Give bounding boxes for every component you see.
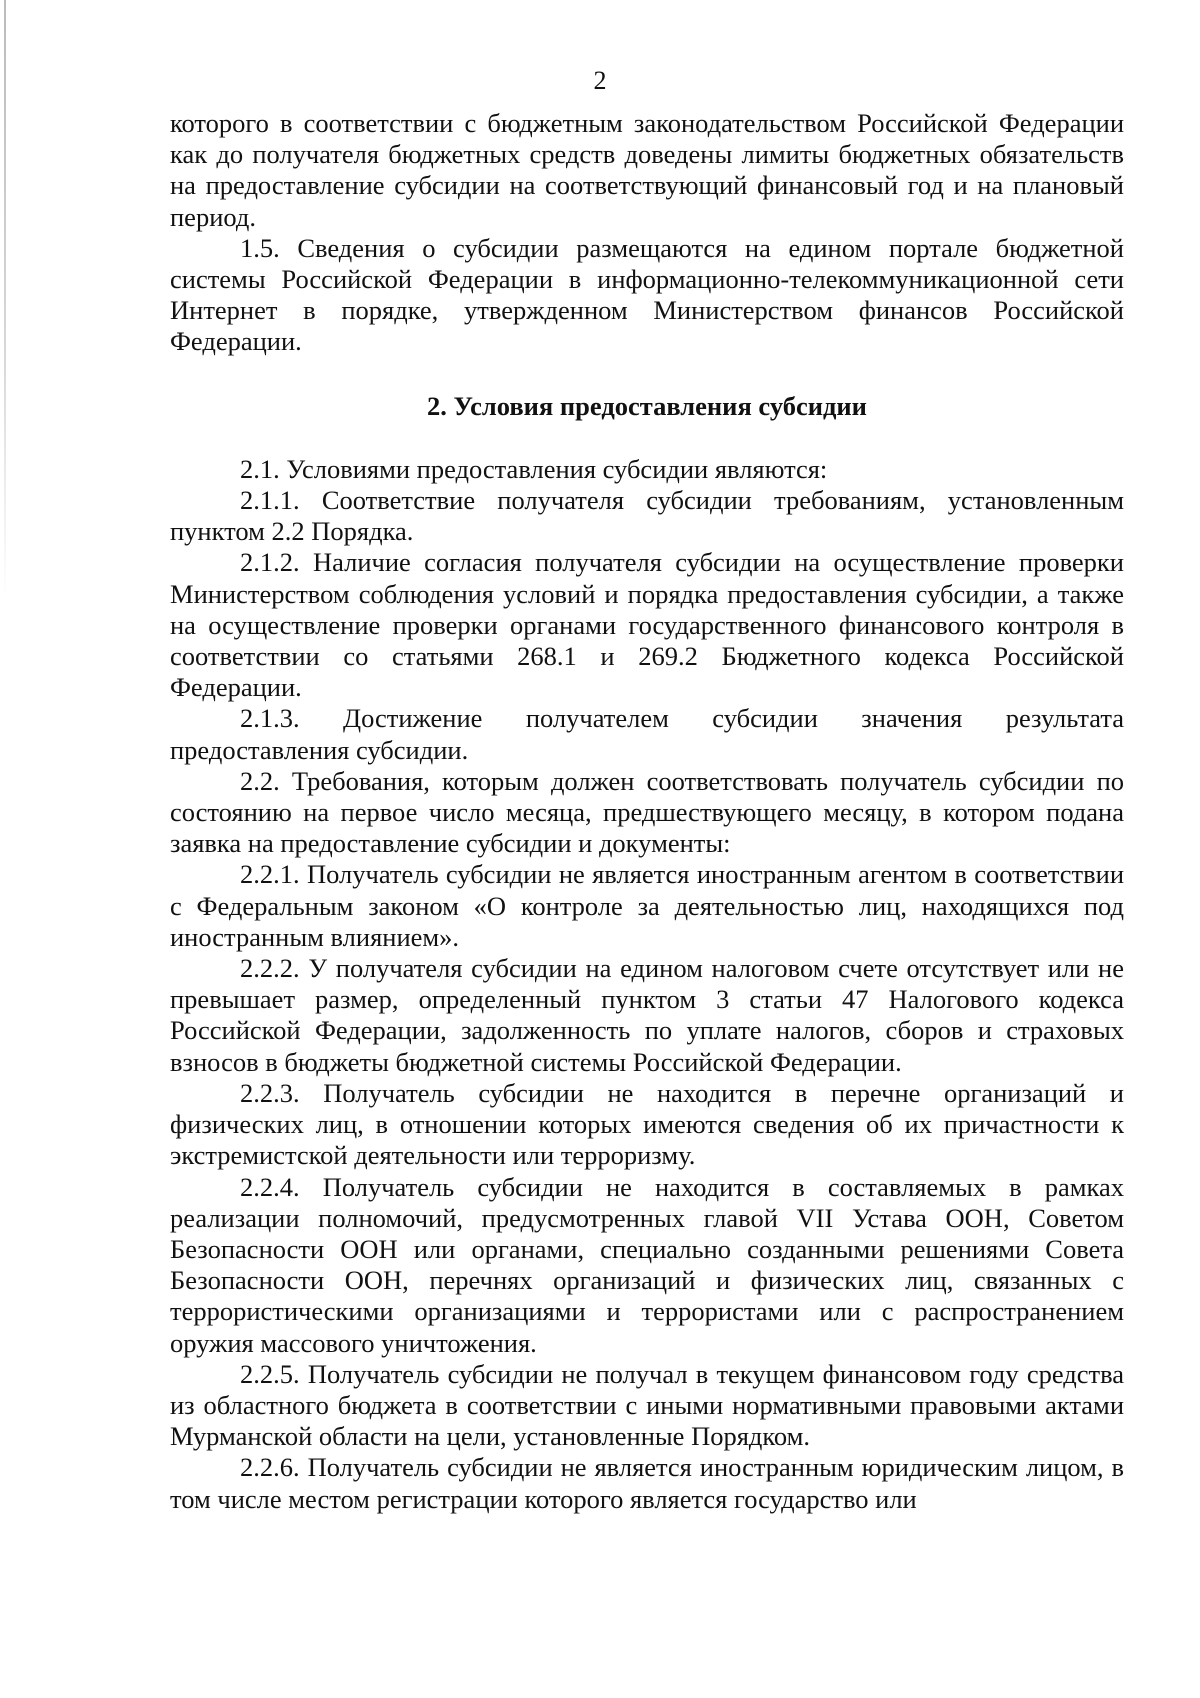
paragraph-2-1-3: 2.1.3. Достижение получателем субсидии значения результата предоставления субсидии. <box>170 703 1124 765</box>
document-body <box>170 108 1124 1515</box>
paragraph-2-1: 2.1. Условиями предоставления субсидии являются: <box>240 453 828 484</box>
paragraph-2-2-5: 2.2.5. Получатель субсидии не получал в текущем финансовом году средства из областного бюджета в соответствии с иными нормативными правовыми актами Мурманской области на цели, установленные Порядком. <box>170 1358 1124 1452</box>
page-number: 2 <box>593 66 607 95</box>
paragraph-1-5: 1.5. Сведения о субсидии размещаются на едином портале бюджетной системы Российской Федерации в информационно-телекоммуникационной сети Интернет в порядке, утвержденном Министерством финансов Российской Федерации. <box>170 232 1124 357</box>
paragraph-2-1-1: 2.1.1. Соответствие получателя субсидии требованиям, установленным пунктом 2.2 Порядка. <box>170 485 1124 547</box>
section-heading: 2. Условия предоставления субсидии <box>427 390 867 421</box>
paragraph-continuation: которого в соответствии с бюджетным законодательством Российской Федерации как до получателя бюджетных средств доведены лимиты бюджетных обязательств на предоставление субсидии на соответствующий финансовый год и на плановый период. <box>170 108 1124 232</box>
paragraph-2-2: 2.2. Требования, которым должен соответствовать получатель субсидии по состоянию на первое число месяца, предшествующего месяцу, в котором подана заявка на предоставление субсидии и документы: <box>170 765 1124 859</box>
paragraph-2-2-3: 2.2.3. Получатель субсидии не находится в перечне организаций и физических лиц, в отношении которых имеются сведения об их причастности к экстремистской деятельности или терроризму. <box>170 1077 1124 1171</box>
paragraph-2-2-1: 2.2.1. Получатель субсидии не является иностранным агентом в соответствии с Федеральным законом «О контроле за деятельностью лиц, находящихся под иностранным влиянием». <box>170 859 1124 952</box>
paragraph-2-2-6: 2.2.6. Получатель субсидии не является иностранным юридическим лицом, в том числе местом регистрации которого является государство или <box>170 1452 1124 1514</box>
paragraph-2-2-2: 2.2.2. У получателя субсидии на едином налоговом счете отсутствует или не превышает размер, определенный пунктом 3 статьи 47 Налогового кодекса Российской Федерации, задолженность по уплате налогов, сборов и страховых взносов в бюджеты бюджетной системы Российской Федерации. <box>170 953 1124 1077</box>
paragraph-2-1-2: 2.1.2. Наличие согласия получателя субсидии на осуществление проверки Министерством соблюдения условий и порядка предоставления субсидии, а также на осуществление проверки органами государственного финансового контроля в соответствии со статьями 268.1 и 269.2 Бюджетного кодекса Российской Федерации. <box>170 547 1124 703</box>
paragraph-2-2-4: 2.2.4. Получатель субсидии не находится в составляемых в рамках реализации полномочий, предусмотренных главой VII Устава ООН, Советом Безопасности ООН или органами, специально созданными решениями Совета Безопасности ООН, перечнях организаций и физических лиц, связанных с террористическими организациями и террористами или с распространением оружия массового уничтожения. <box>170 1171 1124 1358</box>
